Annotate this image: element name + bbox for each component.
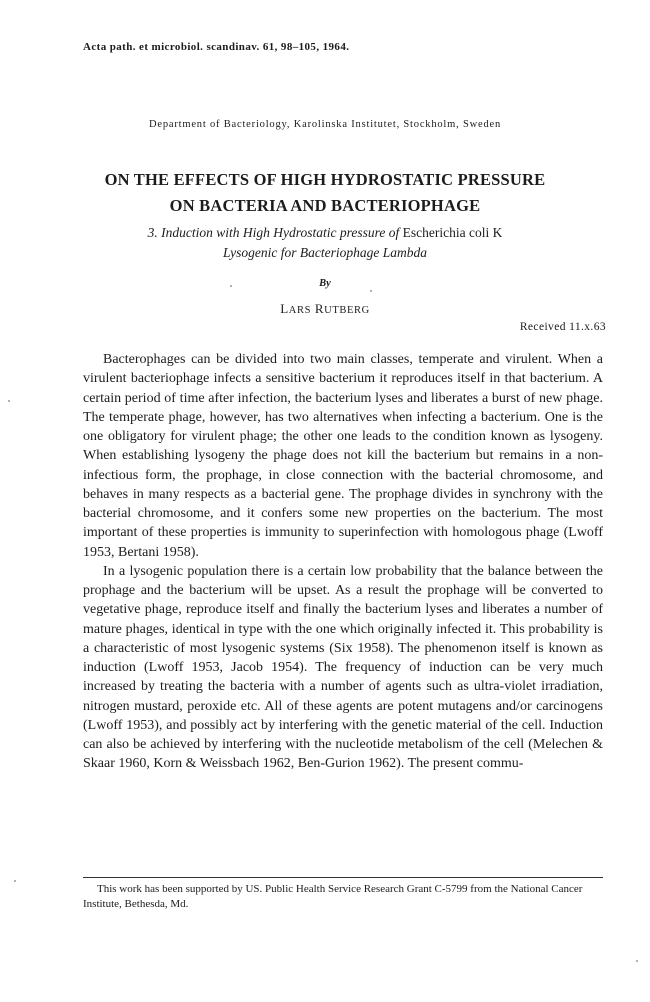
journal-citation: Acta path. et microbiol. scandinav. 61, 98–105, 1964. — [83, 41, 350, 53]
speck — [370, 290, 372, 292]
subtitle-line-1 — [0, 223, 650, 243]
speck — [14, 880, 16, 882]
subtitle-part-1: 3. Induction with High Hydrostatic pressure of — [147, 225, 400, 240]
footnote: This work has been supported by US. Public Health Service Research Grant C-5799 from the National Cancer Institute, Bethesda, Md. — [83, 883, 583, 910]
subtitle-line-2: Lysogenic for Bacteriophage Lambda — [223, 245, 427, 260]
article-title — [0, 167, 650, 219]
subtitle-organism: Escherichia coli K — [402, 225, 503, 240]
paragraph-1: Bacterophages can be divided into two main classes, temperate and virulent. When a virulent bacteriophage infects a sensitive bacterium it reproduces itself in that bacterium. A certain period of time after infection, the bacterium lyses and liberates a burst of new phage. The temperate phage, however, has two alternatives when infecting a bacterium. One is the one obligatory for virulent phage; the other one leads to the condition known as lysogeny. When establishing lysogeny the phage does not kill the bacterium but remains in a non-infectious form, the prophage, in close connection with the bacterial chromosome, and behaves in many respects as a bacterial gene. The prophage divides in synchrony with the bacterial chromosome, and it confers some new properties on the bacterium. The most important of these properties is immunity to superinfection with homologous phage (Lwoff 1953, Bertani 1958). — [83, 352, 603, 560]
speck — [636, 960, 638, 962]
speck — [230, 285, 232, 287]
author-name — [0, 301, 650, 317]
author-text: LARS RUTBERG — [280, 301, 370, 316]
article-subtitle — [0, 223, 650, 263]
speck — [8, 400, 10, 402]
byline-by: By — [319, 278, 331, 289]
received-date: Received 11.x.63 — [519, 321, 606, 333]
article-body — [83, 350, 603, 774]
paragraph-2: In a lysogenic population there is a certain low probability that the balance between the prophage and the bacterium will be upset. As a result the prophage will be converted to vegetative phage, reproduce itself and finally the bacterium lyses and liberates a number of mature phages, identical in type with the one which originally infected it. This probability is a characteristic of most lysogenic systems (Six 1958). The phenomenon itself is known as induction (Lwoff 1953, Jacob 1954). The frequency of induction can be very much increased by treating the bacteria with a number of agents such as ultra-violet irradiation, nitrogen mustard, peroxide etc. All of these agents are potent mutagens and/or carcinogens (Lwoff 1953), and possibly act by interfering with the genetic material of the cell. Induction can also be achieved by interfering with the nucleotide metabolism of the cell (Melechen & Skaar 1960, Korn & Weissbach 1962, Ben-Gurion 1962). The present commu- — [83, 563, 603, 772]
affiliation: Department of Bacteriology, Karolinska Institutet, Stockholm, Sweden — [148, 119, 502, 130]
footnote-divider — [83, 877, 603, 878]
title-line-2: ON BACTERIA AND BACTERIOPHAGE — [169, 196, 481, 215]
title-line-1: ON THE EFFECTS OF HIGH HYDROSTATIC PRESSURE — [104, 170, 546, 189]
